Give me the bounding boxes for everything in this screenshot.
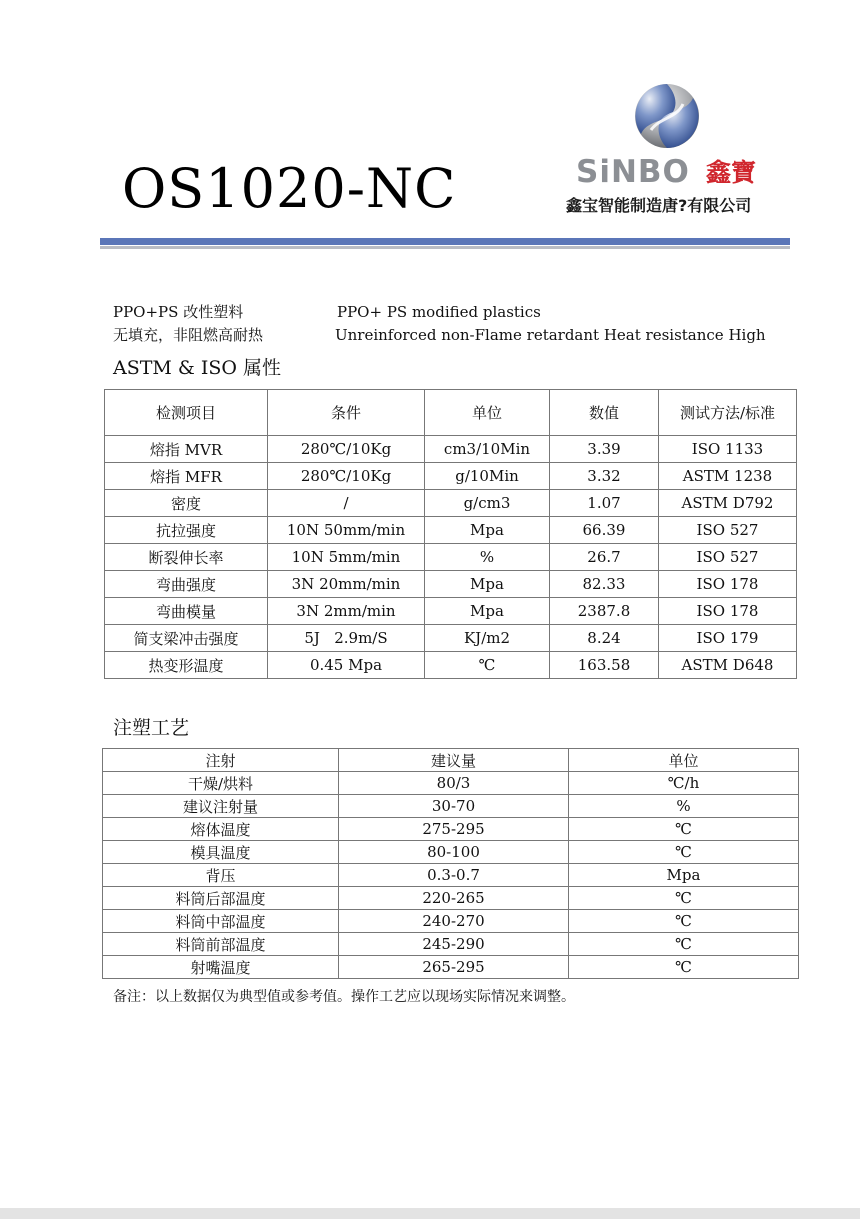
property-condition: / [268,490,425,517]
property-name: 热变形温度 [105,652,268,679]
property-value: 66.39 [550,517,659,544]
table-row [103,795,799,818]
product-code-title: OS1020-NC [122,157,457,220]
property-value: 82.33 [550,571,659,598]
parameter-value: 0.3-0.7 [339,864,569,887]
table-row [105,490,797,517]
property-value: 2387.8 [550,598,659,625]
property-standard: ASTM 1238 [659,463,797,490]
injection-section-title: 注塑工艺 [113,717,190,739]
table-row [105,598,797,625]
brand-name: SiNBO [576,154,690,190]
property-standard: ISO 179 [659,625,797,652]
table-row [105,571,797,598]
property-condition: 0.45 Mpa [268,652,425,679]
table-row [105,652,797,679]
col-header-value: 数值 [550,390,659,436]
property-unit: ℃ [425,652,550,679]
table-row [103,772,799,795]
property-unit: Mpa [425,571,550,598]
description-en-2: Unreinforced non-Flame retardant Heat resistance High [335,326,766,344]
table-row [105,517,797,544]
property-value: 26.7 [550,544,659,571]
property-unit: Mpa [425,598,550,625]
col-header-unit: 单位 [569,749,799,772]
parameter-unit: % [569,795,799,818]
table-row [103,956,799,979]
col-header-item: 检测项目 [105,390,268,436]
property-value: 1.07 [550,490,659,517]
description-cn-2: 无填充，非阻燃高耐热 [113,326,264,344]
parameter-name: 建议注射量 [103,795,339,818]
header-divider-shadow [100,246,790,249]
globe-logo-icon [633,82,701,150]
properties-table [104,389,797,679]
col-header-standard: 测试方法/标准 [659,390,797,436]
property-name: 弯曲强度 [105,571,268,598]
parameter-unit: ℃ [569,956,799,979]
col-header-recommended: 建议量 [339,749,569,772]
property-name: 弯曲模量 [105,598,268,625]
parameter-unit: ℃ [569,818,799,841]
parameter-name: 背压 [103,864,339,887]
parameter-value: 245-290 [339,933,569,956]
table-row [103,841,799,864]
parameter-name: 干燥/烘料 [103,772,339,795]
parameter-value: 80-100 [339,841,569,864]
table-row [105,544,797,571]
col-header-unit: 单位 [425,390,550,436]
parameter-name: 模具温度 [103,841,339,864]
property-value: 3.32 [550,463,659,490]
parameter-name: 射嘴温度 [103,956,339,979]
parameter-unit: ℃ [569,933,799,956]
company-logo [560,78,780,223]
property-unit: KJ/m2 [425,625,550,652]
table-row [103,887,799,910]
property-value: 8.24 [550,625,659,652]
property-condition: 10N 5mm/min [268,544,425,571]
property-unit: g/10Min [425,463,550,490]
table-row [105,436,797,463]
parameter-unit: ℃/h [569,772,799,795]
property-name: 密度 [105,490,268,517]
property-condition: 3N 2mm/min [268,598,425,625]
parameter-value: 80/3 [339,772,569,795]
property-condition: 10N 50mm/min [268,517,425,544]
injection-header-row [103,749,799,772]
parameter-value: 30-70 [339,795,569,818]
table-row [103,933,799,956]
property-standard: ISO 178 [659,571,797,598]
property-standard: ASTM D792 [659,490,797,517]
property-value: 3.39 [550,436,659,463]
property-value: 163.58 [550,652,659,679]
table-row [103,818,799,841]
properties-section-title: ASTM & ISO 属性 [113,357,281,379]
company-name: 鑫宝智能制造唐?有限公司 [566,196,752,215]
col-header-injection: 注射 [103,749,339,772]
parameter-value: 220-265 [339,887,569,910]
table-row [103,910,799,933]
header-divider [100,238,790,245]
property-name: 熔指 MVR [105,436,268,463]
property-condition: 5J 2.9m/S [268,625,425,652]
parameter-name: 熔体温度 [103,818,339,841]
table-row [105,463,797,490]
parameter-name: 料筒后部温度 [103,887,339,910]
property-name: 断裂伸长率 [105,544,268,571]
parameter-value: 275-295 [339,818,569,841]
property-standard: ASTM D648 [659,652,797,679]
injection-table [102,748,799,979]
property-name: 抗拉强度 [105,517,268,544]
description-en-1: PPO+ PS modified plastics [337,303,541,321]
property-name: 熔指 MFR [105,463,268,490]
parameter-unit: ℃ [569,841,799,864]
parameter-value: 265-295 [339,956,569,979]
property-standard: ISO 178 [659,598,797,625]
property-condition: 280℃/10Kg [268,436,425,463]
property-name: 简支梁冲击强度 [105,625,268,652]
property-standard: ISO 527 [659,544,797,571]
property-unit: cm3/10Min [425,436,550,463]
property-condition: 280℃/10Kg [268,463,425,490]
parameter-name: 料筒前部温度 [103,933,339,956]
property-standard: ISO 1133 [659,436,797,463]
brand-name-cn: 鑫寶 [706,158,757,187]
col-header-condition: 条件 [268,390,425,436]
property-unit: g/cm3 [425,490,550,517]
description-cn-1: PPO+PS 改性塑料 [113,303,244,321]
properties-header-row [105,390,797,436]
parameter-unit: ℃ [569,910,799,933]
property-standard: ISO 527 [659,517,797,544]
property-unit: Mpa [425,517,550,544]
property-condition: 3N 20mm/min [268,571,425,598]
parameter-unit: ℃ [569,887,799,910]
parameter-name: 料筒中部温度 [103,910,339,933]
table-row [105,625,797,652]
parameter-unit: Mpa [569,864,799,887]
property-unit: % [425,544,550,571]
table-row [103,864,799,887]
parameter-value: 240-270 [339,910,569,933]
footnote: 备注：以上数据仅为典型值或参考值。操作工艺应以现场实际情况来调整。 [113,989,575,1005]
page-bottom-edge [0,1208,860,1219]
